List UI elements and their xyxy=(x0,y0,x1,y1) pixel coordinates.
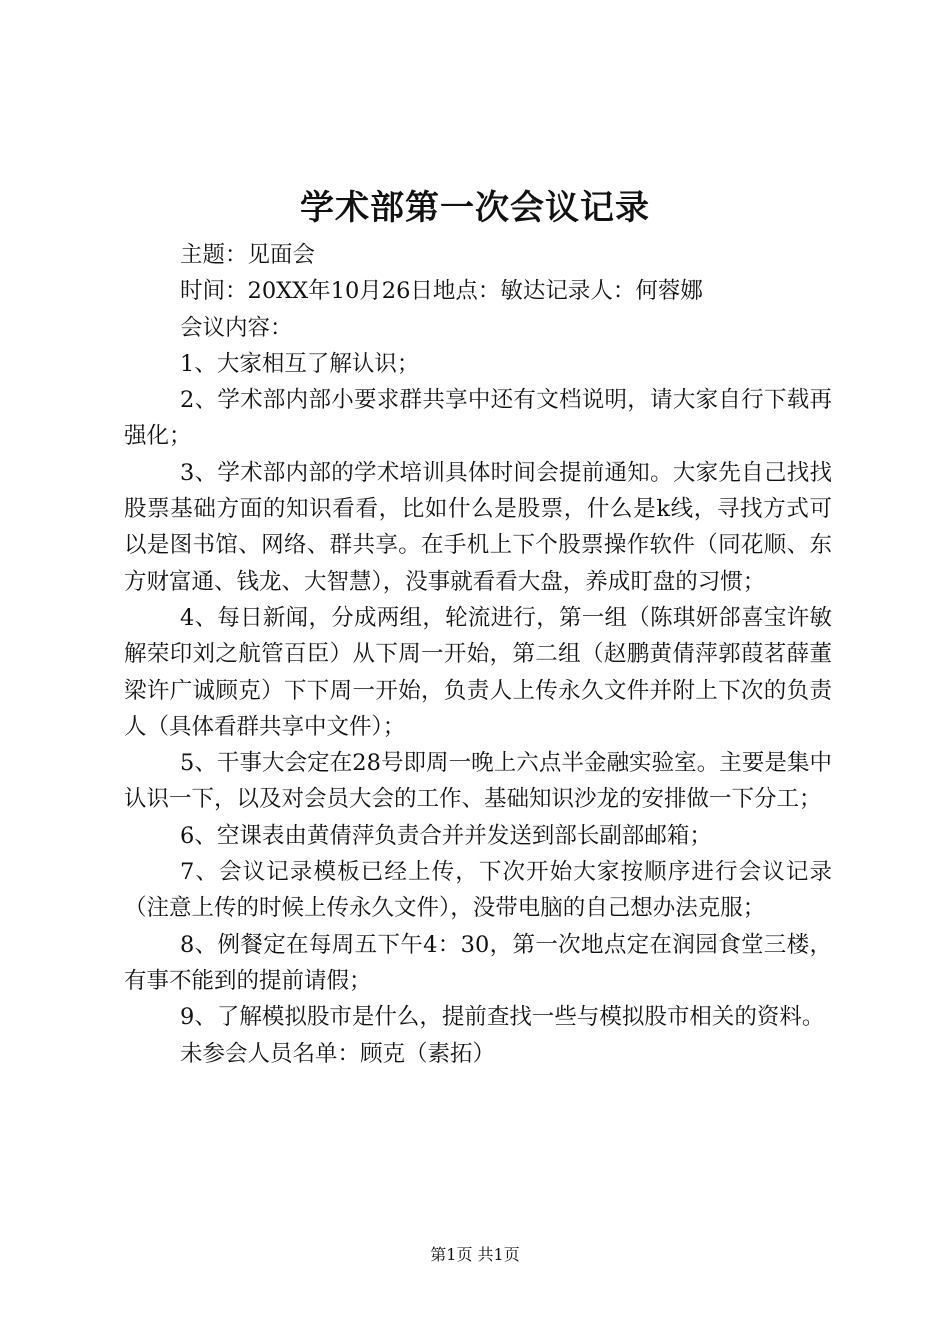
paragraph-item-5: 5、干事大会定在28号即周一晚上六点半金融实验室。主要是集中认识一下，以及对会员大会的工作、基础知识沙龙的安排做一下分工； xyxy=(124,750,832,813)
paragraph-item-2: 2、学术部内部小要求群共享中还有文档说明，请大家自行下载再强化； xyxy=(124,387,832,450)
paragraph-topic: 主题：见面会 xyxy=(180,242,316,268)
paragraph-item-7: 7、会议记录模板已经上传，下次开始大家按顺序进行会议记录（注意上传的时候上传永久文件），没带电脑的自己想办法克服； xyxy=(124,859,832,922)
paragraph-content-heading: 会议内容： xyxy=(180,314,293,341)
paragraph-item-8: 8、例餐定在每周五下午4：30，第一次地点定在润园食堂三楼，有事不能到的提前请假； xyxy=(124,931,832,994)
paragraph-item-3: 3、学术部内部的学术培训具体时间会提前通知。大家先自己找找股票基础方面的知识看看，比如什么是股票，什么是k线，寻找方式可以是图书馆、网络、群共享。在手机上下个股票操作软件（同花顺、东方财富通、钱龙、大智慧），没事就看看大盘，养成盯盘的习惯； xyxy=(124,459,832,595)
paragraph-item-6: 6、空课表由黄倩萍负责合并并发送到部长副部邮箱； xyxy=(180,822,712,849)
paragraph-item-4: 4、每日新闻，分成两组，轮流进行，第一组（陈琪妍郃喜宝许敏解荣印刘之航管百臣）从下周一开始，第二组（赵鹏黄倩萍郭葭茗薛董梁许广诚顾克）下下周一开始，负责人上传永久文件并附上下次的负责人（具体看群共享中文件）； xyxy=(124,604,832,740)
document-body xyxy=(124,237,832,1072)
page-footer: 第1页 共1页 xyxy=(430,1245,520,1264)
paragraph-item-1: 1、大家相互了解认识； xyxy=(180,350,420,377)
paragraph-absentees: 未参会人员名单：顾克（素拓） xyxy=(180,1040,496,1067)
paragraph-item-9: 9、了解模拟股市是什么，提前查找一些与模拟股市相关的资料。 xyxy=(180,1004,825,1031)
paragraph-time-location: 时间：20XX年10月26日地点：敏达记录人：何蓉娜 xyxy=(180,278,703,305)
document-title: 学术部第一次会议记录 xyxy=(300,188,650,228)
